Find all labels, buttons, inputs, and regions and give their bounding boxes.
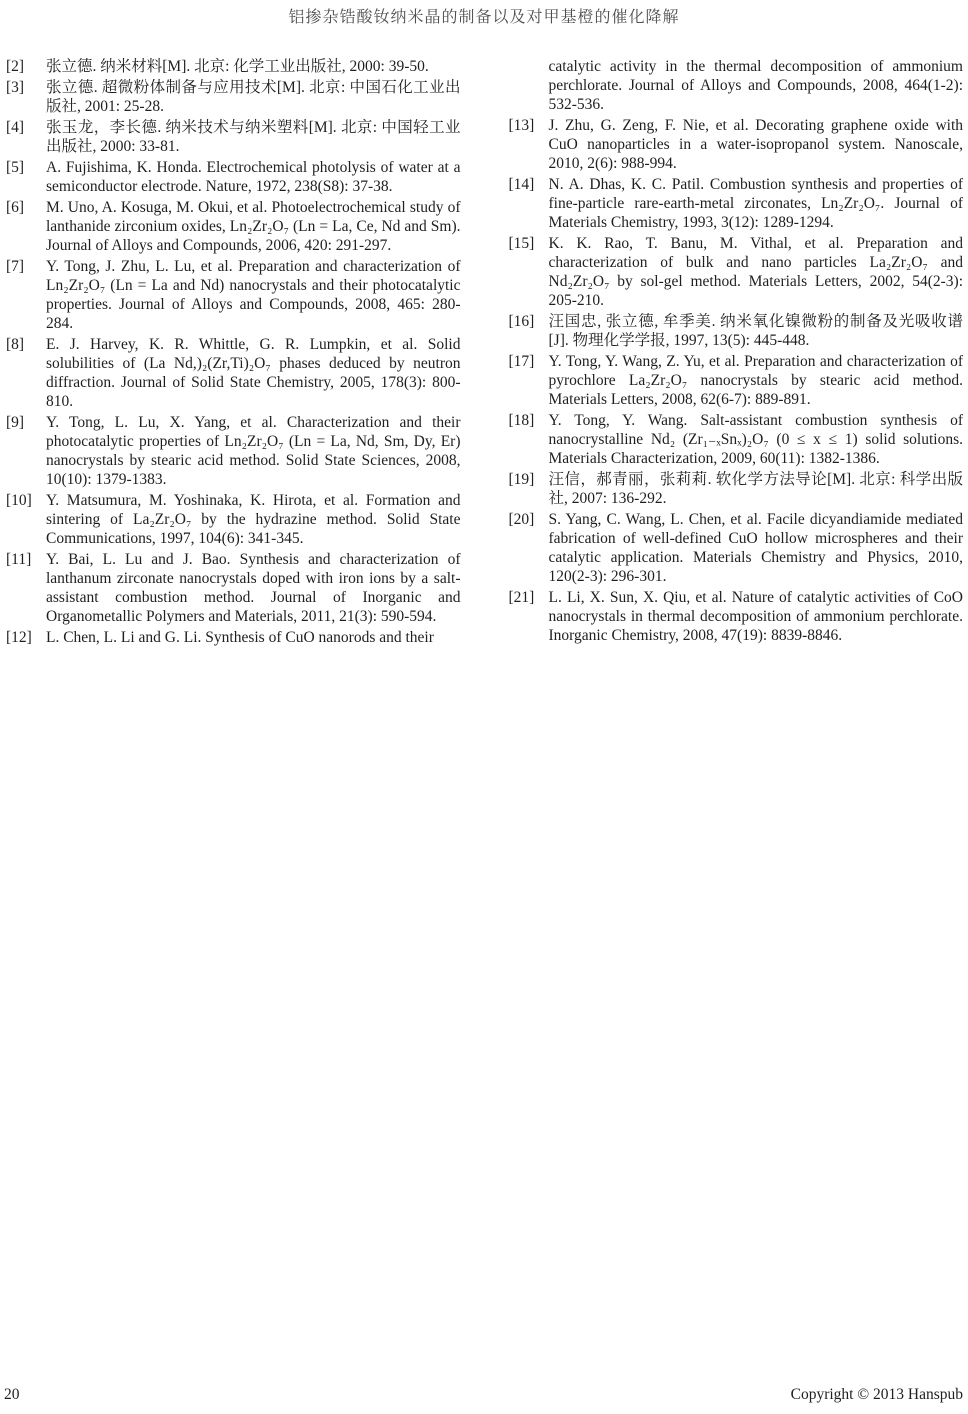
reference-text: L. Li, X. Sun, X. Qiu, et al. Nature of catalytic activities of CoO nanocrystals in thermal decomposition of ammonium perchlorate. Inorganic Chemistry, 2008, 47(19): 8839-8846. bbox=[548, 589, 963, 644]
reference-number: [13] bbox=[508, 117, 535, 134]
reference-item bbox=[6, 628, 461, 647]
reference-number: [4] bbox=[6, 119, 25, 136]
reference-text: Y. Tong, Y. Wang, Z. Yu, et al. Preparation and characterization of pyrochlore La₂Zr₂O₇ nanocrystals by stearic acid method. Materials Letters, 2008, 62(6-7): 889-891. bbox=[548, 353, 963, 408]
reference-item bbox=[6, 491, 461, 548]
reference-number: [17] bbox=[508, 353, 535, 370]
reference-number: [9] bbox=[6, 414, 25, 431]
reference-text: A. Fujishima, K. Honda. Electrochemical photolysis of water at a semiconductor electrode. Nature, 1972, 238(S8): 37-38. bbox=[46, 159, 461, 195]
reference-text: 张立德. 纳米材料[M]. 北京: 化学工业出版社, 2000: 39-50. bbox=[46, 58, 429, 75]
reference-item bbox=[6, 78, 461, 116]
reference-number: [10] bbox=[6, 492, 32, 509]
reference-text: K. K. Rao, T. Banu, M. Vithal, et al. Preparation and characterization of bulk and nano particles La₂Zr₂O₇ and Nd₂Zr₂O₇ by sol-gel method. Materials Letters, 2002, 54(2-3): 205-210. bbox=[548, 235, 963, 309]
reference-text: 张立德. 超微粉体制备与应用技术[M]. 北京: 中国石化工业出版社, 2001: 25-28. bbox=[46, 79, 461, 115]
reference-item bbox=[6, 57, 461, 76]
reference-number: [2] bbox=[6, 58, 25, 75]
right-column bbox=[509, 57, 964, 649]
reference-text: 汪信，郝青丽，张莉莉. 软化学方法导论[M]. 北京: 科学出版社, 2007: 136-292. bbox=[548, 471, 963, 507]
reference-item bbox=[6, 118, 461, 156]
references-section bbox=[6, 57, 963, 649]
reference-text: N. A. Dhas, K. C. Patil. Combustion synthesis and properties of fine-particle rare-earth-metal zirconates, Ln₂Zr₂O₇. Journal of Materials Chemistry, 1993, 3(12): 1289-1294. bbox=[548, 176, 963, 231]
reference-item bbox=[509, 234, 964, 310]
reference-item bbox=[509, 116, 964, 173]
reference-item bbox=[6, 198, 461, 255]
page-number: 20 bbox=[4, 1386, 20, 1403]
reference-text: E. J. Harvey, K. R. Whittle, G. R. Lumpkin, et al. Solid solubilities of (La Nd,)₂(Zr,Ti)₂O₇ phases deduced by neutron diffraction. Journal of Solid State Chemistry, 2005, 178(3): 800-810. bbox=[46, 336, 461, 410]
reference-item bbox=[6, 413, 461, 489]
reference-text: 汪国忠, 张立德, 牟季美. 纳米氧化镍微粉的制备及光吸收谱[J]. 物理化学学报, 1997, 13(5): 445-448. bbox=[548, 313, 963, 349]
reference-number: [6] bbox=[6, 199, 25, 216]
reference-item bbox=[6, 158, 461, 196]
reference-number: [18] bbox=[508, 412, 535, 429]
reference-continuation bbox=[509, 57, 964, 114]
reference-item bbox=[509, 175, 964, 232]
reference-text: S. Yang, C. Wang, L. Chen, et al. Facile dicyandiamide mediated fabrication of well-defined CuO hollow microspheres and their catalytic application. Materials Chemistry and Physics, 2010, 120(2-3): 296-301. bbox=[548, 511, 963, 585]
reference-text: Y. Bai, L. Lu and J. Bao. Synthesis and characterization of lanthanum zirconate nanocrystals doped with iron ions by a salt-assistant combustion method. Journal of Inorganic and Organometallic Polymers and Materials, 2011, 21(3): 590-594. bbox=[46, 551, 461, 625]
reference-text: 张玉龙，李长德. 纳米技术与纳米塑料[M]. 北京: 中国轻工业出版社, 2000: 33-81. bbox=[46, 119, 461, 155]
reference-item bbox=[6, 335, 461, 411]
reference-item bbox=[509, 352, 964, 409]
reference-number: [12] bbox=[6, 629, 32, 646]
reference-number: [8] bbox=[6, 336, 25, 353]
reference-text: M. Uno, A. Kosuga, M. Okui, et al. Photoelectrochemical study of lanthanide zirconium oxides, Ln₂Zr₂O₇ (Ln = La, Ce, Nd and Sm). Journal of Alloys and Compounds, 2006, 420: 291-297. bbox=[46, 199, 461, 254]
left-column bbox=[6, 57, 461, 649]
reference-item bbox=[509, 588, 964, 645]
reference-number: [20] bbox=[508, 511, 535, 528]
reference-number: [15] bbox=[508, 235, 535, 252]
reference-item bbox=[509, 312, 964, 350]
reference-number: [7] bbox=[6, 258, 25, 275]
reference-item bbox=[509, 510, 964, 586]
reference-text: J. Zhu, G. Zeng, F. Nie, et al. Decorating graphene oxide with CuO nanoparticles in a water-isopropanol system. Nanoscale, 2010, 2(6): 988-994. bbox=[548, 117, 963, 172]
reference-number bbox=[509, 57, 549, 114]
reference-item bbox=[6, 550, 461, 626]
reference-number: [5] bbox=[6, 159, 25, 176]
reference-text: Y. Tong, J. Zhu, L. Lu, et al. Preparation and characterization of Ln₂Zr₂O₇ (Ln = La and Nd) nanocrystals and their photocatalytic properties. Journal of Alloys and Compounds, 2008, 465: 280-284. bbox=[46, 258, 461, 332]
reference-text: Y. Matsumura, M. Yoshinaka, K. Hirota, et al. Formation and sintering of La₂Zr₂O₇ by the hydrazine method. Solid State Communications, 1997, 104(6): 341-345. bbox=[46, 492, 461, 547]
reference-text: catalytic activity in the thermal decomposition of ammonium perchlorate. Journal of Alloys and Compounds, 2008, 464(1-2): 532-536. bbox=[548, 58, 963, 113]
reference-text: L. Chen, L. Li and G. Li. Synthesis of CuO nanorods and their bbox=[46, 629, 434, 646]
copyright-notice: Copyright © 2013 Hanspub bbox=[790, 1386, 963, 1403]
reference-text: Y. Tong, Y. Wang. Salt-assistant combustion synthesis of nanocrystalline Nd₂ (Zr₁₋ₓSnₓ)₂O₇ (0 ≤ x ≤ 1) solid solutions. Materials Characterization, 2009, 60(11): 1382-1386. bbox=[548, 412, 963, 467]
reference-text: Y. Tong, L. Lu, X. Yang, et al. Characterization and their photocatalytic properties of Ln₂Zr₂O₇ (Ln = La, Nd, Sm, Dy, Er) nanocrystals by stearic acid method. Solid State Sciences, 2008, 10(10): 1379-1383. bbox=[46, 414, 461, 488]
reference-number: [14] bbox=[508, 176, 535, 193]
running-head-title: 铝掺杂锆酸钕纳米晶的制备以及对甲基橙的催化降解 bbox=[288, 9, 680, 26]
reference-item bbox=[6, 257, 461, 333]
reference-number: [21] bbox=[508, 589, 535, 606]
reference-number: [11] bbox=[6, 551, 32, 568]
reference-number: [16] bbox=[508, 313, 535, 330]
reference-item bbox=[509, 470, 964, 508]
reference-number: [3] bbox=[6, 79, 25, 96]
page-footer bbox=[4, 1386, 963, 1404]
reference-item bbox=[509, 411, 964, 468]
reference-number: [19] bbox=[508, 471, 535, 488]
